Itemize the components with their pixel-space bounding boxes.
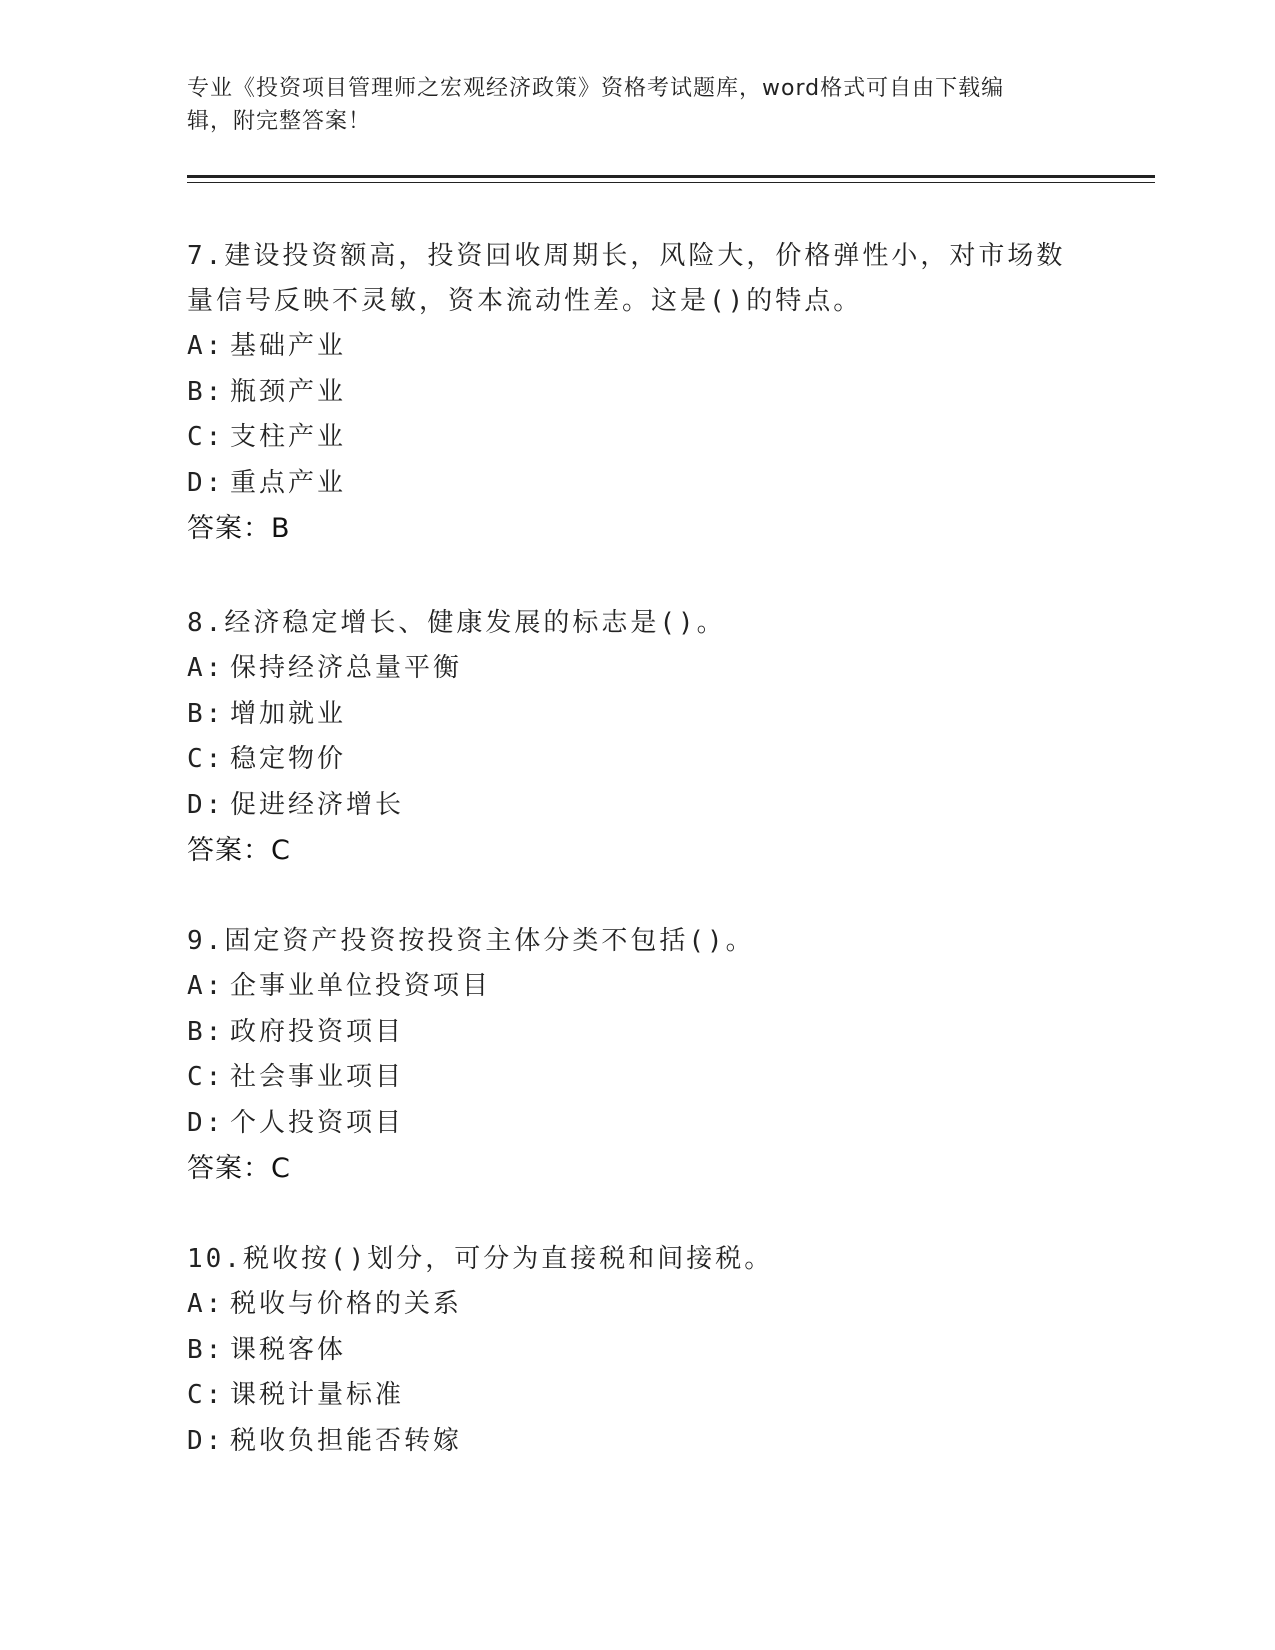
question-text-line-1 xyxy=(187,234,1067,279)
option-letter: A: xyxy=(187,331,225,361)
option-letter: A: xyxy=(187,1289,225,1319)
answer-text: 答案：B xyxy=(187,513,291,544)
option-letter: D: xyxy=(187,789,225,820)
question-number: 7. xyxy=(187,241,225,271)
question-stem: 固定资产投资按投资主体分类不包括()。 xyxy=(224,926,755,956)
question-9 xyxy=(187,919,1067,1192)
question-stem: 建设投资额高，投资回收周期长，风险大，价格弹性小，对市场数 xyxy=(224,241,1066,271)
header-divider-thin xyxy=(187,182,1155,183)
question-number: 10. xyxy=(187,1244,243,1274)
option-letter: B: xyxy=(187,1016,225,1047)
option-text: 保持经济总量平衡 xyxy=(230,653,463,683)
option-a xyxy=(187,324,1067,370)
option-letter: D: xyxy=(187,1425,225,1456)
option-text: 基础产业 xyxy=(230,331,347,361)
option-text: 课税计量标准 xyxy=(230,1380,405,1410)
answer-text: 答案：C xyxy=(187,1153,291,1184)
option-letter: C: xyxy=(187,744,225,774)
option-text: 个人投资项目 xyxy=(230,1107,405,1138)
question-7 xyxy=(187,234,1067,552)
option-letter: C: xyxy=(187,1380,225,1410)
question-text-line-1 xyxy=(187,919,1067,964)
option-d xyxy=(187,783,1067,829)
document-header xyxy=(187,72,1067,138)
question-8 xyxy=(187,601,1067,874)
header-divider-thick xyxy=(187,175,1155,178)
option-text: 税收与价格的关系 xyxy=(230,1289,463,1319)
header-title-line-1: 专业《投资项目管理师之宏观经济政策》资格考试题库，word格式可自由下载编 xyxy=(187,76,1005,101)
option-b xyxy=(187,370,1067,416)
option-letter: B: xyxy=(187,376,225,407)
option-letter: C: xyxy=(187,1062,225,1092)
header-title-line-2: 辑，附完整答案！ xyxy=(187,109,372,134)
question-text-line-2: 量信号反映不灵敏，资本流动性差。这是()的特点。 xyxy=(187,286,863,316)
option-c xyxy=(187,737,1067,783)
option-text: 政府投资项目 xyxy=(230,1016,405,1047)
question-stem: 经济稳定增长、健康发展的标志是()。 xyxy=(224,608,726,638)
option-text: 社会事业项目 xyxy=(230,1062,405,1092)
option-a xyxy=(187,964,1067,1010)
option-text: 企事业单位投资项目 xyxy=(230,971,492,1001)
option-d xyxy=(187,461,1067,507)
question-text-line-1 xyxy=(187,1237,1067,1282)
option-text: 瓶颈产业 xyxy=(230,376,347,407)
option-text: 税收负担能否转嫁 xyxy=(230,1425,463,1456)
option-text: 增加就业 xyxy=(230,698,347,729)
answer-text: 答案：C xyxy=(187,835,291,866)
option-a xyxy=(187,646,1067,692)
option-text: 促进经济增长 xyxy=(230,789,405,820)
option-c xyxy=(187,1055,1067,1101)
option-b xyxy=(187,1328,1067,1374)
option-c xyxy=(187,1373,1067,1419)
option-letter: A: xyxy=(187,653,225,683)
option-letter: A: xyxy=(187,971,225,1001)
question-stem: 税收按()划分，可分为直接税和间接税。 xyxy=(242,1244,774,1274)
option-letter: D: xyxy=(187,1107,225,1138)
option-letter: B: xyxy=(187,698,225,729)
option-a xyxy=(187,1282,1067,1328)
option-b xyxy=(187,1010,1067,1056)
option-text: 稳定物价 xyxy=(230,744,347,774)
option-text: 支柱产业 xyxy=(230,422,347,452)
option-text: 课税客体 xyxy=(230,1334,347,1365)
option-text: 重点产业 xyxy=(230,467,347,498)
option-c xyxy=(187,415,1067,461)
question-number: 8. xyxy=(187,608,225,638)
option-letter: C: xyxy=(187,422,225,452)
option-b xyxy=(187,692,1067,738)
option-d xyxy=(187,1419,1067,1465)
question-text-line-1 xyxy=(187,601,1067,646)
question-10 xyxy=(187,1237,1067,1464)
option-letter: D: xyxy=(187,467,225,498)
option-d xyxy=(187,1101,1067,1147)
question-number: 9. xyxy=(187,926,225,956)
option-letter: B: xyxy=(187,1334,225,1365)
